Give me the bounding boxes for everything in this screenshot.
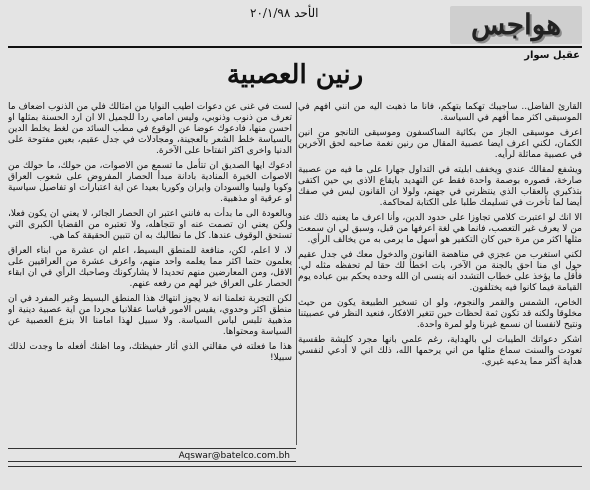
paragraph: لست في غنى عن دعوات اطيب النوايا من امثالك فلي من الذنوب اضعاف ما تعرف من ذنوب وذنوبي، وليس امامي ردا للجميل الا ان ارد الحسنة بمثلها او احسن منها، فادعوك عوضا عن الوقوع في مطب السائد من لغط يخلط الدين بالسياسة خلط الشعر بالعجينة، ومجادلات في جدل عقيم، بعين مفتوحة على الدنيا واخرى اكثر انفتاحا على الآخرة. (8, 102, 292, 156)
bottom-rule (8, 466, 582, 467)
top-rule (8, 46, 582, 48)
paragraph: الخاص، الشمس والقمر والنجوم، ولو ان تسخير الطبيعة يكون من حيث مخلوقا ولكنه قد تكون ثمة لحظات حين تتغير الافكار، فنعيد النظر في عصبيتنا ونتيح لانفسنا ان نسمع غيرنا ولو لمرة واحدة. (298, 298, 582, 330)
paragraph: ادعوك ايها الصديق ان تتأمل ما تسمع من الاصوات، من حولك، ما حولك من الاصوات الخيرة المنادية بادانة مبدأ الحصار المفروض على شعوب العراق وكوبا وليبيا والسودان وايران وكوريا بعيدا عن اية اعتبارات او تفاصيل سياسية او عرقية او مذهبية. (8, 161, 292, 204)
paragraph: هذا ما فعلته في مقالتي الذي أثار حفيظتك، وما اظنك أفعله ما وجدت لذلك سبيلا! (8, 342, 292, 363)
paragraph: لكني استغرب من عجزي في مناهضة القانون والدخول معك في جدل عقيم حول اي منا احق بالجنة من الآخر، بات اخطأ لك حقا لم تحفظه مثله لي. فأقل ما يؤخذ على خطاب التشدد انه ينسى ان الله وحده يحكم بين عباده يوم القيامة فيما كانوا فيه يختلفون. (298, 250, 582, 293)
dateline: الأحد ٢٠/١/٩٨ (250, 6, 319, 20)
article-column-left (8, 102, 292, 445)
paragraph: وبالعودة الى ما بدأت به فانني اعتبر ان الحصار الجائر، لا يعني ان يكون فعلا، ولكن يعني ان تصمت عنه او تتجاهله، ولا تعتبره من القضايا الكبرى التي تستحق الوقوف عندها. كل ما نطالبك به ان تتبين الحقيقة كما هي. (8, 209, 292, 241)
column-logo: هواجس (450, 6, 582, 44)
masthead (0, 0, 590, 46)
author-name: عقيل سوار (524, 50, 580, 61)
paragraph: القارئ الفاضل.. ساجيبك تهكما بتهكم، فأنا ما ذهبت اليه من انني افهم في الموسيقى اكثر مما أفهم في السياسة. (298, 102, 582, 123)
paragraph: الا انك لو اعتبرت كلامي تجاوزا على حدود الدين، وأنا اعرف ما يعنيه ذلك عند من لا يعرف غير التعصب، فانما هي لغة اعرفها من قبل، وسبق لي ان سمعت مثلها اكثر من مرة حين كان التكفير هو أسهل ما يرمى به من يخالف الرأي. (298, 213, 582, 245)
article-headline: رنين العصبية (226, 60, 364, 90)
article-column-right (298, 102, 582, 445)
paragraph: لكن التجربة تعلمنا انه لا يجوز انتهاك هذا المنطق البسيط وغير المفرد في ان منطق اكثر وحدوي، يقيس الامور قياسا عقلانيا مجردا من اية عصبية دينية او مذهبية تلبس لباس السياسة. ولا سبيل لهذا امامنا الا بنزع العصبية عن السياسة ومحتواها. (8, 294, 292, 337)
author-email: Aqswar@batelco.com.bh (8, 448, 296, 462)
paragraph: اعرف موسيقى الجاز من بكائية الساكسفون وموسيقى التانجو من انين الكمان، لكني اعرف ايضا عصبية المقال من رنين نغمة صاحبه لحق الآخرين في عصبية مماثلة لرأيه. (298, 128, 582, 160)
paragraph: ويشفع لمقالك عندي ويخفف ابليته في التداول جهارا على ما فيه من عصبية صارخة، قصوره بوصمة واحدة فقط عن التهديد بايقاع الاذى بي حين اكتفى بتذكيري بالعقاب الذي ينتظرني في جهنم، ولولا ان القانون ليس في صفك أيضا لما تأخرت في تسليمك طلبا على الكتابة لمحاكمة. (298, 165, 582, 208)
paragraph: لا، لا اعلم، لكن، منافعة للمنطق البسيط، اعلم ان عشرة من ابناء العراق يعلمون حتما اكثر مما يعلمه واحد منهم، واعرف عشرة من العراقيين على الاقل، ومن المعارضين منهم تحديدا لا يشاركونك وصاحبك الرأي في ان ابقاء الحصار على العراق خير لهم من رفعه عنهم. (8, 246, 292, 289)
paragraph: اشكر دعواتك الطيبات لي بالهداية، رغم علمي بانها مجرد كليشة طقسية تعودت والسنت سماع مثلها من اني يرحمها الله، ذلك اني لا أدعي لنفسي هداية أكثر مما يدعيه غيري. (298, 335, 582, 367)
column-divider (296, 102, 297, 445)
